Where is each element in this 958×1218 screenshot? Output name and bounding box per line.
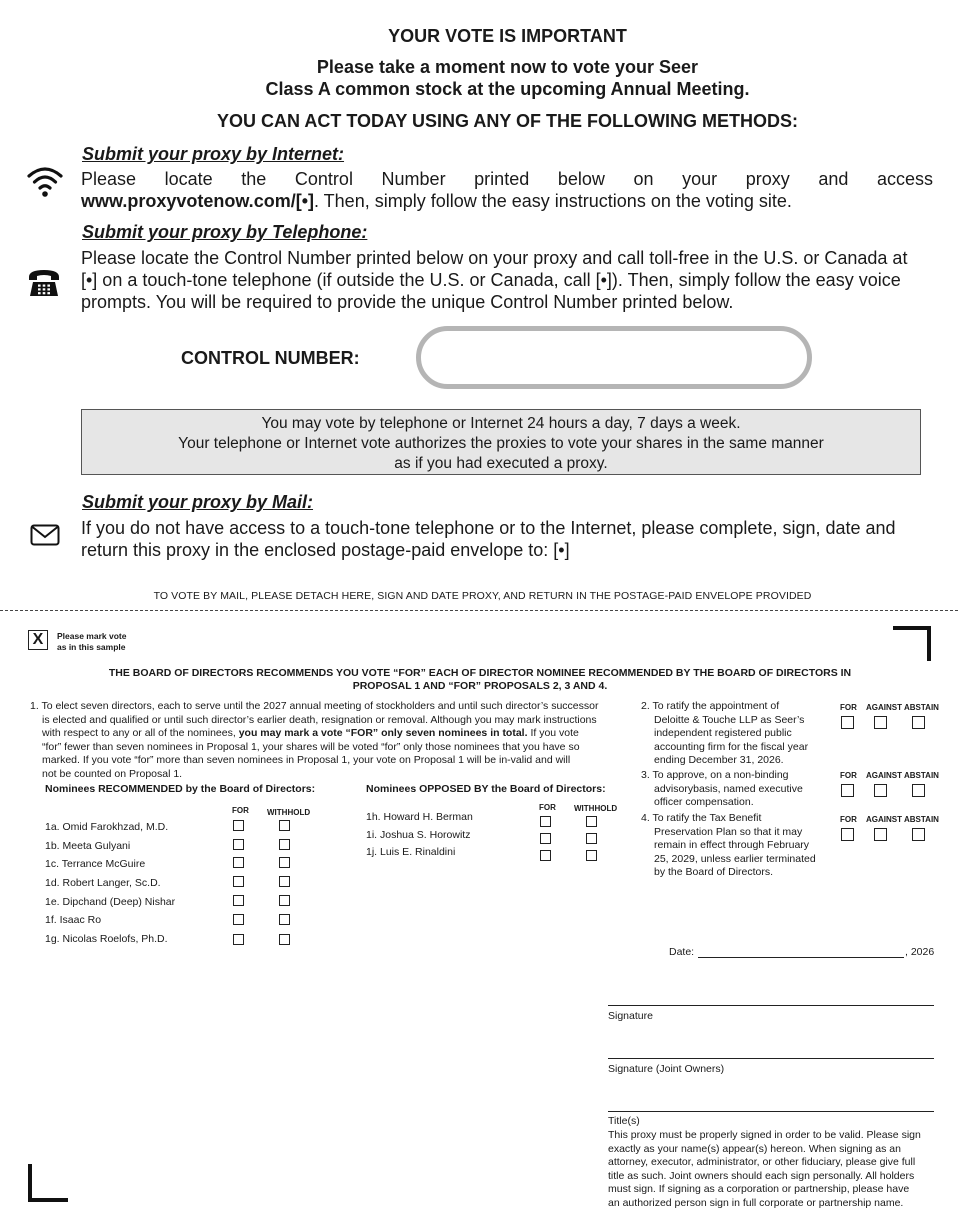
title-label: Title(s) bbox=[608, 1115, 640, 1127]
checkbox-1d-for[interactable] bbox=[233, 876, 244, 887]
page-title: YOUR VOTE IS IMPORTANT bbox=[388, 26, 627, 46]
title-field[interactable] bbox=[608, 1111, 934, 1112]
checkbox-p4-abstain[interactable] bbox=[912, 828, 925, 841]
checkbox-p2-for[interactable] bbox=[841, 716, 854, 729]
board-recommendation: THE BOARD OF DIRECTORS RECOMMENDS YOU VOTE “FOR” EACH OF DIRECTOR NOMINEE RECOMMENDED BY THE BOARD OF DIRECTORS IN PROPOSAL 1 AND “FOR” PROPOSALS 2, 3 AND 4. bbox=[108, 667, 852, 692]
checkbox-1c-for[interactable] bbox=[233, 857, 244, 868]
opposed-for-label: FOR bbox=[539, 803, 556, 812]
checkbox-1i-withhold[interactable] bbox=[586, 833, 597, 844]
recommended-withhold-label: WITHHOLD bbox=[267, 808, 311, 817]
date-year: , 2026 bbox=[905, 946, 935, 958]
nominee-name: 1i. Joshua S. Horowitz bbox=[366, 829, 471, 841]
recommended-for-label: FOR bbox=[232, 806, 249, 815]
telephone-section-title: Submit your proxy by Telephone: bbox=[82, 222, 368, 242]
corner-mark-top-right bbox=[893, 626, 931, 661]
checkbox-p2-against[interactable] bbox=[874, 716, 887, 729]
signing-instructions: This proxy must be properly signed in order to be valid. Please sign exactly as your name(s) appear(s) hereon. When signing as an attorney, executor, administrator, or other fiduciary, please give full title as such. Joint owners should each sign personally. All holders must sign. If signing as a corporation or partnership, please have an authorized person sign in full corporate or partnership name. bbox=[608, 1129, 921, 1209]
nominee-name: 1j. Luis E. Rinaldini bbox=[366, 846, 456, 858]
checkbox-1i-for[interactable] bbox=[540, 833, 551, 844]
checkbox-1f-withhold[interactable] bbox=[279, 914, 290, 925]
wifi-icon bbox=[26, 164, 64, 198]
p3-abstain-label: ABSTAIN bbox=[904, 771, 939, 780]
signature-label: Signature bbox=[608, 1010, 653, 1022]
control-number-box bbox=[416, 326, 812, 389]
intro-line-2: Class A common stock at the upcoming Annual Meeting. bbox=[265, 79, 750, 99]
nominee-name: 1d. Robert Langer, Sc.D. bbox=[45, 877, 161, 889]
checkbox-1a-withhold[interactable] bbox=[279, 820, 290, 831]
checkbox-1d-withhold[interactable] bbox=[279, 876, 290, 887]
envelope-icon bbox=[30, 524, 60, 546]
checkbox-1g-for[interactable] bbox=[233, 934, 244, 945]
proxy-vote-url[interactable]: www.proxyvotenow.com/[•] bbox=[81, 191, 314, 211]
methods-heading: YOU CAN ACT TODAY USING ANY OF THE FOLLOWING METHODS: bbox=[216, 111, 799, 131]
sample-instruction: Please mark vote as in this sample bbox=[57, 631, 127, 652]
mail-section-title: Submit your proxy by Mail: bbox=[82, 492, 314, 512]
control-number-label: CONTROL NUMBER: bbox=[181, 348, 360, 368]
p2-for-label: FOR bbox=[840, 703, 857, 712]
checkbox-p4-against[interactable] bbox=[874, 828, 887, 841]
nominee-name: 1b. Meeta Gulyani bbox=[45, 840, 131, 852]
internet-section-title: Submit your proxy by Internet: bbox=[82, 144, 345, 164]
checkbox-1j-withhold[interactable] bbox=[586, 850, 597, 861]
joint-signature-label: Signature (Joint Owners) bbox=[608, 1063, 725, 1075]
checkbox-1c-withhold[interactable] bbox=[279, 857, 290, 868]
checkbox-1b-for[interactable] bbox=[233, 839, 244, 850]
telephone-icon bbox=[27, 268, 61, 298]
checkbox-p3-for[interactable] bbox=[841, 784, 854, 797]
p2-against-label: AGAINST bbox=[866, 703, 902, 712]
nominee-name: 1f. Isaac Ro bbox=[45, 914, 102, 926]
checkbox-1j-for[interactable] bbox=[540, 850, 551, 861]
checkbox-p3-abstain[interactable] bbox=[912, 784, 925, 797]
nominee-name: 1c. Terrance McGuire bbox=[45, 858, 146, 870]
telephone-text: Please locate the Control Number printed below on your proxy and call toll-free in the U.S. or Canada at [•] on a touch-tone telephone (if outside the U.S. or Canada, call [•]). Then, simply follow the easy voice prompts. You will be required to provide the unique Control Number printed below. bbox=[81, 248, 908, 312]
checkbox-1e-for[interactable] bbox=[233, 895, 244, 906]
p4-against-label: AGAINST bbox=[866, 815, 902, 824]
date-label: Date: bbox=[669, 946, 695, 958]
nominee-name: 1a. Omid Farokhzad, M.D. bbox=[45, 821, 169, 833]
p4-abstain-label: ABSTAIN bbox=[904, 815, 939, 824]
opposed-heading: Nominees OPPOSED BY the Board of Directors: bbox=[366, 783, 606, 795]
checkbox-1h-withhold[interactable] bbox=[586, 816, 597, 827]
proposal-1-text: 1. To elect seven directors, each to serve until the 2027 annual meeting of stockholders and until such director’s successor is elected and qualified or until such director’s earlier death, resignation or removal. Although you may mark instructions with respect to any or all of the nominees, you may mark a vote “FOR” only seven nominees in total. If you vote “for” fewer than seven nominees in Proposal 1, your shares will be voted “for” only those nominees that you have so marked. If you vote “for” more than seven nominees in Proposal 1, your vote on Proposal 1 will be in-valid and will not be counted on Proposal 1. bbox=[30, 700, 599, 780]
sample-mark-box: X bbox=[28, 630, 48, 650]
checkbox-1h-for[interactable] bbox=[540, 816, 551, 827]
p2-abstain-label: ABSTAIN bbox=[904, 703, 939, 712]
signature-field[interactable] bbox=[608, 1005, 934, 1006]
recommended-heading: Nominees RECOMMENDED by the Board of Directors: bbox=[45, 783, 316, 795]
joint-signature-field[interactable] bbox=[608, 1058, 934, 1059]
p4-for-label: FOR bbox=[840, 815, 857, 824]
mail-text: If you do not have access to a touch-tone telephone or to the Internet, please complete, sign, date and return this proxy in the enclosed postage-paid envelope to: [•] bbox=[81, 518, 896, 560]
corner-mark-bottom-left bbox=[28, 1164, 68, 1202]
intro-line-1: Please take a moment now to vote your Seer bbox=[316, 57, 699, 77]
internet-text-2: www.proxyvotenow.com/[•]. Then, simply follow the easy instructions on the voting site. bbox=[81, 191, 792, 211]
detach-line[interactable] bbox=[0, 610, 958, 611]
nominee-name: 1h. Howard H. Berman bbox=[366, 811, 473, 823]
nominee-name: 1g. Nicolas Roelofs, Ph.D. bbox=[45, 933, 168, 945]
checkbox-1e-withhold[interactable] bbox=[279, 895, 290, 906]
vote-notice-box: You may vote by telephone or Internet 24 hours a day, 7 days a week. Your telephone or Internet vote authorizes the proxies to vote your shares in the same manner as if you had executed a proxy. bbox=[81, 409, 921, 475]
p3-for-label: FOR bbox=[840, 771, 857, 780]
proposal-3-text: 3. To approve, on a non-binding advisorybasis, named executive officer compensation. bbox=[641, 769, 803, 808]
checkbox-1b-withhold[interactable] bbox=[279, 839, 290, 850]
opposed-withhold-label: WITHHOLD bbox=[574, 804, 618, 813]
p3-against-label: AGAINST bbox=[866, 771, 902, 780]
internet-text-1: Please locate the Control Number printed below on your proxy and access bbox=[81, 169, 933, 189]
checkbox-p3-against[interactable] bbox=[874, 784, 887, 797]
proposal-2-text: 2. To ratify the appointment of Deloitte & Touche LLP as Seer’s independent registered public accounting firm for the fiscal year ending December 31, 2026. bbox=[641, 700, 809, 766]
checkbox-1f-for[interactable] bbox=[233, 914, 244, 925]
checkbox-p2-abstain[interactable] bbox=[912, 716, 925, 729]
checkbox-1g-withhold[interactable] bbox=[279, 934, 290, 945]
proposal-4-text: 4. To ratify the Tax Benefit Preservation Plan so that it may remain in effect through February 25, 2029, unless earlier terminated by the Board of Directors. bbox=[641, 812, 816, 878]
date-field[interactable] bbox=[698, 957, 904, 958]
checkbox-1a-for[interactable] bbox=[233, 820, 244, 831]
checkbox-p4-for[interactable] bbox=[841, 828, 854, 841]
detach-instruction: TO VOTE BY MAIL, PLEASE DETACH HERE, SIGN AND DATE PROXY, AND RETURN IN THE POSTAGE-PAID ENVELOPE PROVIDED bbox=[153, 590, 812, 602]
nominee-name: 1e. Dipchand (Deep) Nishar bbox=[45, 896, 176, 908]
